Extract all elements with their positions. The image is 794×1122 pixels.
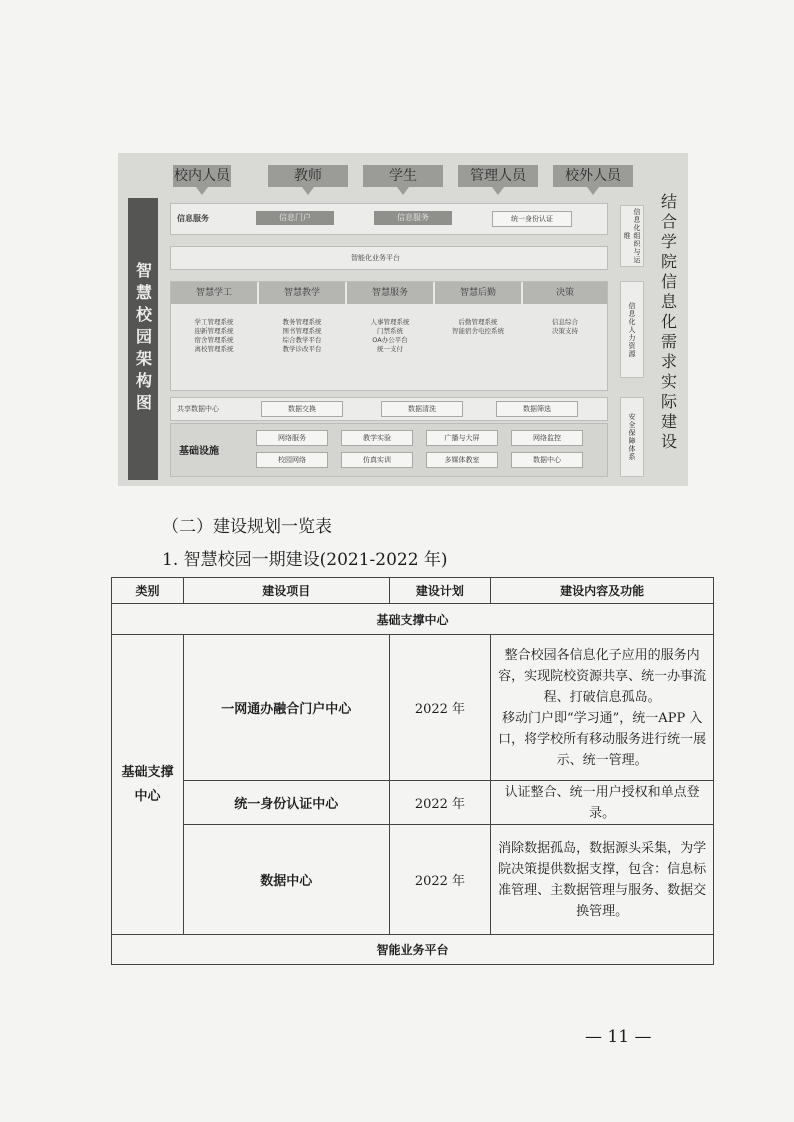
col1-line2: 综合教学平台 <box>282 336 322 344</box>
col-head-1: 智慧教学 <box>259 282 345 304</box>
table-row <box>112 781 714 825</box>
project-cell: 数据中心 <box>183 825 389 935</box>
col0-line3: 离校管理系统 <box>194 345 234 353</box>
col0-line1: 迎新管理系统 <box>194 327 234 335</box>
top-node-student: 学生 <box>363 165 443 187</box>
col-head-0: 智慧学工 <box>171 282 257 304</box>
data-exchange-pill: 数据交换 <box>261 401 343 417</box>
col4-line0: 信息综合 <box>552 318 578 326</box>
sso-pill: 统一身份认证 <box>492 211 572 227</box>
col2-line1: 门禁系统 <box>377 327 403 335</box>
plan-cell: 2022 年 <box>389 781 491 825</box>
right-title-text: 结合学院信息化需求实际建设 <box>658 193 678 453</box>
col2-line2: OA办公平台 <box>372 336 408 344</box>
header-content: 建设内容及功能 <box>491 578 714 604</box>
right-box-security <box>620 397 644 477</box>
infra-item-6: 多媒体教室 <box>426 452 498 468</box>
platform-row <box>170 246 608 270</box>
col2-line0: 人事管理系统 <box>370 318 410 326</box>
plan-cell: 2022 年 <box>389 635 491 781</box>
plan-cell: 2022 年 <box>389 825 491 935</box>
top-node-admin: 管理人员 <box>458 165 538 187</box>
col-body-0 <box>171 318 257 354</box>
col-head-3: 智慧后勤 <box>435 282 521 304</box>
right-box-hr <box>620 281 644 378</box>
right-title <box>653 193 683 473</box>
info-service-row <box>170 203 608 235</box>
content-cell: 整合校园各信息化子应用的服务内容，实现院校资源共享、统一办事流程、打破信息孤岛。 移动门户即“学习通”，统一APP 入口，将学校所有移动服务进行统一展示、统一管理。 <box>491 635 714 781</box>
left-title: 智慧校园架构图 <box>133 262 153 416</box>
info-service-pill: 信息服务 <box>374 211 452 225</box>
left-title-bar <box>128 198 158 480</box>
right-box-hr-text: 信息化人力资源 <box>628 301 636 358</box>
group-label: 基础支撑中心 <box>112 604 714 635</box>
col-head-2: 智慧服务 <box>347 282 433 304</box>
col-body-3 <box>435 318 521 336</box>
data-cleaning-pill: 数据清洗 <box>381 401 463 417</box>
top-node-internal: 校内人员 <box>173 165 231 187</box>
group-label: 智能业务平台 <box>112 935 714 965</box>
col-body-1 <box>259 318 345 354</box>
infra-item-4: 校园网络 <box>256 452 328 468</box>
project-cell: 一网通办融合门户中心 <box>183 635 389 781</box>
col1-line0: 教务管理系统 <box>282 318 322 326</box>
table-row <box>112 635 714 781</box>
table-row <box>112 825 714 935</box>
category-cell: 基础支撑中心 <box>112 635 184 935</box>
infra-item-0: 网络服务 <box>256 430 328 446</box>
infra-item-3: 网络监控 <box>511 430 583 446</box>
group-row <box>112 604 714 635</box>
shared-data-label: 共享数据中心 <box>177 405 219 413</box>
header-project: 建设项目 <box>183 578 389 604</box>
header-category: 类别 <box>112 578 184 604</box>
right-box-security-text: 安全保障体系 <box>628 413 636 461</box>
col-body-2 <box>347 318 433 354</box>
project-cell: 统一身份认证中心 <box>183 781 389 825</box>
right-box-ops <box>620 205 644 267</box>
col0-line0: 学工管理系统 <box>194 318 234 326</box>
info-service-label: 信息服务 <box>177 214 209 223</box>
col0-line2: 宿舍管理系统 <box>194 336 234 344</box>
info-portal-pill: 信息门户 <box>256 211 334 225</box>
infra-item-2: 广播与大屏 <box>426 430 498 446</box>
shared-data-row <box>170 397 608 421</box>
infrastructure-label: 基础设施 <box>179 446 219 457</box>
col-head-4: 决策 <box>523 282 607 304</box>
col4-line1: 决策支持 <box>552 327 578 335</box>
col3-line0: 后勤管理系统 <box>458 318 498 326</box>
plan-table <box>111 577 714 965</box>
infra-item-1: 教学实验 <box>341 430 413 446</box>
top-node-teacher: 教师 <box>268 165 348 187</box>
infrastructure-row <box>170 423 608 477</box>
top-node-external: 校外人员 <box>553 165 633 187</box>
content-cell: 认证整合、统一用户授权和单点登录。 <box>491 781 714 825</box>
platform-label: 智能化业务平台 <box>351 254 400 262</box>
page-number: — 11 — <box>585 1027 652 1047</box>
subsection-heading: 1. 智慧校园一期建设(2021-2022 年) <box>162 550 448 570</box>
content-cell: 消除数据孤岛，数据源头采集，为学院决策提供数据支撑，包含：信息标准管理、主数据管理与服务、数据交换管理。 <box>491 825 714 935</box>
data-filter-pill: 数据筛选 <box>496 401 578 417</box>
col2-line3: 统一支付 <box>377 345 403 353</box>
col-body-4 <box>523 318 607 336</box>
infra-item-5: 仿真实训 <box>341 452 413 468</box>
col1-line3: 教学诊改平台 <box>282 345 322 353</box>
col1-line1: 图书管理系统 <box>282 327 322 335</box>
right-box-ops-text: 信息化组织与运维 <box>623 208 641 264</box>
header-plan: 建设计划 <box>389 578 491 604</box>
architecture-diagram <box>118 153 688 486</box>
group-row <box>112 935 714 965</box>
infra-item-7: 数据中心 <box>511 452 583 468</box>
col3-line1: 智能宿舍电控系统 <box>452 327 504 335</box>
application-layer <box>170 281 608 391</box>
section-heading: （二）建设规划一览表 <box>162 517 332 537</box>
table-header-row <box>112 578 714 604</box>
